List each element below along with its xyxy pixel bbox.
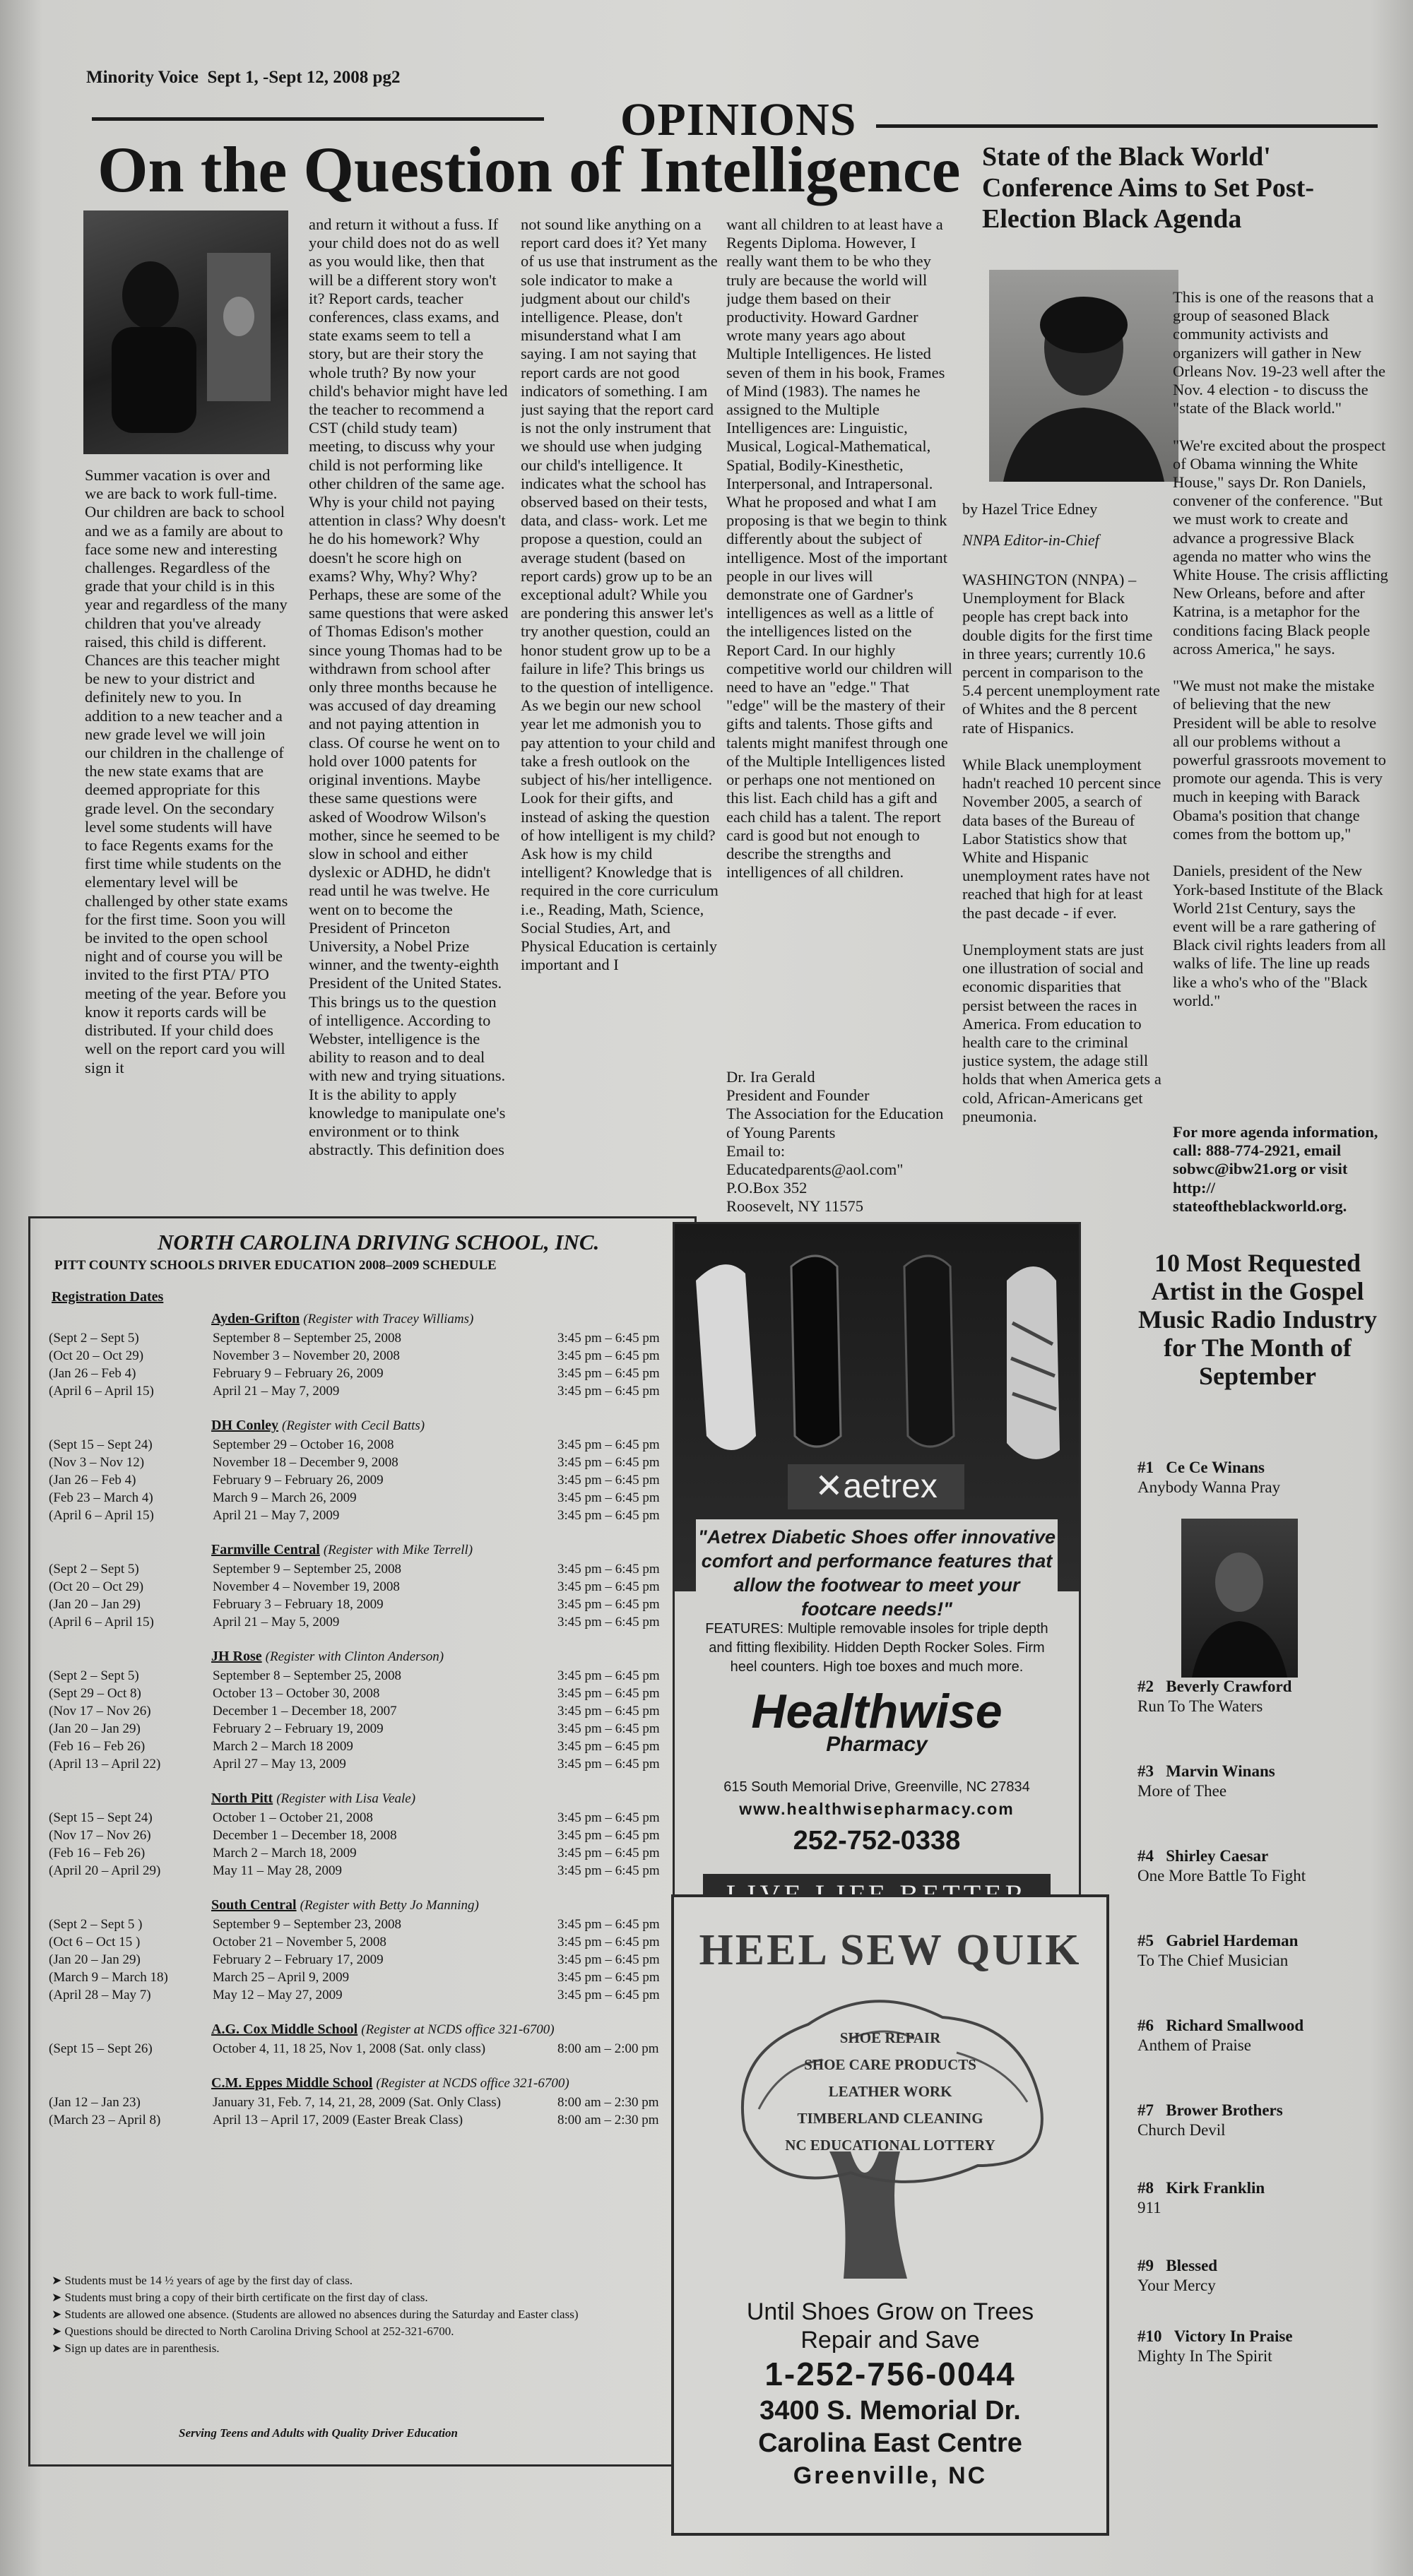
- gospel-item: [1137, 1677, 1385, 1716]
- school-register: (Register at NCDS office 321-6700): [361, 2022, 555, 2037]
- gospel-rank-artist: [1137, 2016, 1385, 2036]
- gospel-rank-artist: [1137, 2178, 1385, 2198]
- gospel-rank: #7: [1137, 2101, 1154, 2119]
- driving-school-ad: [28, 1216, 697, 2467]
- class-dates: March 25 – April 9, 2009: [213, 1970, 350, 1985]
- article2-col1: WASHINGTON (NNPA) – Unemployment for Black people has crept back into double digits for the first time in three years; currently 10.6 percent in comparison to the 5.4 percent unemployment rate of Whites and the 8 percent rate of Hispanics. While Black unemployment hadn't reached 10 percent since November 2005, a search of data bases of the Bureau of Labor Statistics show that White and Hispanic unemployment rates have not reached that high for at least the past decade - if ever. Unemployment stats are just one illustration of social and economic disparities that persist between the races in America. From education to health care to the criminal justice system, the adage still holds that when America gets a cold, African-Americans get pneumonia.: [962, 571, 1161, 1125]
- gospel-song: Church Devil: [1137, 2121, 1226, 2139]
- school-title: DH Conley: [211, 1418, 278, 1433]
- class-times: 3:45 pm – 6:45 pm: [557, 1988, 660, 2002]
- class-dates: September 9 – September 25, 2008: [213, 1562, 402, 1577]
- class-dates: February 2 – February 19, 2009: [213, 1721, 384, 1736]
- schedule-row: [49, 1471, 685, 1489]
- registration-dates: (Nov 3 – Nov 12): [49, 1455, 145, 1470]
- schedule-row: [49, 1809, 685, 1827]
- registration-dates: (Sept 2 – Sept 5): [49, 1668, 139, 1683]
- class-times: 3:45 pm – 6:45 pm: [557, 1455, 660, 1470]
- gospel-item: [1137, 2016, 1385, 2055]
- arrow-bullet-icon: ➤: [52, 2291, 65, 2304]
- school-register: (Register with Lisa Veale): [276, 1791, 416, 1806]
- note-text: Students must be 14 ½ years of age by the first day of class.: [64, 2274, 353, 2287]
- registration-dates: (Jan 20 – Jan 29): [49, 1952, 141, 1967]
- class-times: 3:45 pm – 6:45 pm: [557, 1508, 660, 1523]
- class-times: 3:45 pm – 6:45 pm: [557, 1686, 660, 1701]
- heel-slogan1: Until Shoes Grow on Trees: [746, 2298, 1034, 2325]
- class-times: 3:45 pm – 6:45 pm: [557, 1704, 660, 1719]
- class-times: 3:45 pm – 6:45 pm: [557, 1437, 660, 1452]
- school-title: Ayden-Grifton: [211, 1311, 300, 1326]
- schedule-row: [49, 1951, 685, 1969]
- schedule-row: [49, 1720, 685, 1738]
- gospel-song: 911: [1137, 2199, 1161, 2216]
- registration-dates: (Sept 15 – Sept 26): [49, 2041, 153, 2056]
- schedule-row: [49, 1489, 685, 1507]
- class-dates: November 4 – November 19, 2008: [213, 1579, 400, 1594]
- article1-signoff: [726, 1068, 959, 1216]
- school-title: C.M. Eppes Middle School: [211, 2075, 373, 2091]
- class-dates: April 21 – May 7, 2009: [213, 1384, 340, 1399]
- class-times: 3:45 pm – 6:45 pm: [557, 1473, 660, 1488]
- gospel-item: [1137, 2256, 1385, 2296]
- school-name: [211, 1417, 425, 1435]
- schedule-row: [49, 1702, 685, 1720]
- schedule-row: [49, 1862, 685, 1880]
- school-title: North Pitt: [211, 1791, 273, 1806]
- class-times: 3:45 pm – 6:45 pm: [557, 1597, 660, 1612]
- class-times: 3:45 pm – 6:45 pm: [557, 1846, 660, 1860]
- school-name: [211, 2075, 569, 2092]
- registration-dates: (April 6 – April 15): [49, 1615, 154, 1630]
- article2-byline: by Hazel Trice Edney: [962, 500, 1098, 518]
- schedule-note: [52, 2306, 680, 2323]
- registration-dates: (April 6 – April 15): [49, 1384, 154, 1399]
- gospel-rank: #6: [1137, 2017, 1154, 2034]
- arrow-bullet-icon: ➤: [52, 2341, 65, 2355]
- registration-dates: (April 6 – April 15): [49, 1508, 154, 1523]
- gospel-song: Mighty In The Spirit: [1137, 2347, 1272, 2365]
- class-times: 3:45 pm – 6:45 pm: [557, 1739, 660, 1754]
- class-times: 3:45 pm – 6:45 pm: [557, 1828, 660, 1843]
- class-dates: January 31, Feb. 7, 14, 21, 28, 2009 (Sat. Only Class): [213, 2095, 501, 2110]
- class-dates: September 8 – September 25, 2008: [213, 1668, 402, 1683]
- registration-dates: (April 28 – May 7): [49, 1988, 151, 2002]
- registration-dates: (Sept 15 – Sept 24): [49, 1810, 153, 1825]
- healthwise-logo: Healthwise: [751, 1685, 1003, 1738]
- class-dates: April 21 – May 5, 2009: [213, 1615, 340, 1630]
- schedule-row: [49, 2094, 685, 2111]
- heel-service: NC EDUCATIONAL LOTTERY: [785, 2137, 995, 2154]
- gospel-item: [1137, 1762, 1385, 1801]
- gospel-artist: Beverly Crawford: [1166, 1678, 1292, 1695]
- registration-dates: (Jan 12 – Jan 23): [49, 2095, 141, 2110]
- article1-photo: [83, 210, 288, 454]
- signoff-line: Roosevelt, NY 11575: [726, 1197, 863, 1216]
- gospel-rank-artist: [1137, 2101, 1385, 2120]
- heel-service: SHOE CARE PRODUCTS: [804, 2056, 976, 2073]
- gospel-rank: #3: [1137, 1762, 1154, 1780]
- aetrex-icon: ✕: [815, 1468, 844, 1505]
- class-dates: September 29 – October 16, 2008: [213, 1437, 394, 1452]
- gospel-rank-artist: [1137, 1677, 1385, 1697]
- gospel-item: [1137, 1931, 1385, 1971]
- healthwise-web: www.healthwisepharmacy.com: [739, 1800, 1015, 1818]
- class-dates: October 13 – October 30, 2008: [213, 1686, 380, 1701]
- schedule-row: [49, 1560, 685, 1578]
- article1-col2: and return it without a fuss. If your child does not do as well as you would like, then that will be a different story won't it? Report cards, teacher conferences, class exams, and state exams seem to tell a story, but are their story the whole truth? By now your child's behavior might have led the teacher to recommend a CST (child study team) meeting, to discuss why your child is not performing like other children of the same age. Why is your child not paying attention in class? Why doesn't he do his homework? Why doesn't he score high on exams? Why, Why? Why? Perhaps, these are some of the same questions that were asked of Thomas Edison's mother since young Thomas had to be withdrawn from school after only three months because he was accused of day dreaming and not paying attention in class. Of course he went on to hold over 1000 patents for original inventions. Maybe these same questions were asked of Woodrow Wilson's mother, since he seemed to be slow in school and either dyslexic or ADHD, he didn't read until he was twelve. He went on to become the President of Princeton University, a Nobel Prize winner, and the twenty-eighth President of the United States. This brings us to the question of intelligence. According to Webster, intelligence is the ability to reason and to deal with new and trying situations. It is the ability to apply knowledge to manipulate one's environment or to think abstractly. This definition does: [309, 215, 509, 1159]
- arrow-bullet-icon: ➤: [52, 2308, 65, 2321]
- registration-dates: (Nov 17 – Nov 26): [49, 1828, 151, 1843]
- note-text: Students are allowed one absence. (Students are allowed no absences during the Saturday and Easter class): [64, 2308, 579, 2321]
- registration-dates: (April 13 – April 22): [49, 1757, 161, 1771]
- registration-dates: (Jan 26 – Feb 4): [49, 1366, 136, 1381]
- healthwise-sub: Pharmacy: [826, 1733, 928, 1756]
- class-times: 8:00 am – 2:30 pm: [557, 2113, 659, 2127]
- registration-dates: (Oct 20 – Oct 29): [49, 1348, 144, 1363]
- masthead-rule-right: [876, 124, 1378, 128]
- class-dates: February 9 – February 26, 2009: [213, 1473, 384, 1488]
- schedule-row: [49, 1507, 685, 1524]
- school-title: JH Rose: [211, 1649, 262, 1664]
- section-title: OPINIONS: [620, 94, 857, 146]
- gospel-rank-artist: [1137, 2256, 1385, 2276]
- aetrex-features: FEATURES: Multiple removable insoles for triple depth and fitting flexibility. Hidden Depth Rocker Soles. Firm heel counters. High toe boxes and much more.: [705, 1621, 1048, 1675]
- gospel-rank: #8: [1137, 2179, 1154, 2197]
- class-times: 3:45 pm – 6:45 pm: [557, 1863, 660, 1878]
- class-times: 3:45 pm – 6:45 pm: [557, 1348, 660, 1363]
- article1-col3: not sound like anything on a report card does it? Yet many of us use that instrument as the sole indicator to make a judgment about our child's intelligence. Please, don't misunderstand what I am saying. I am not saying that report cards are not good indicators of something. I am just saying that the report card is not the only instrument that we should use when judging our child's intelligence. It indicates what the school has observed based on their tests, data, and class- work. Let me propose a question, could an average student (based on report cards) grow up to be an exceptional adult? While you are pondering this answer let's try another question, could an honor student grow up to be a failure in life? This brings us to the question of intelligence. As we begin our new school year let me admonish you to pay attention to your child and take a fresh outlook on the subject of his/her intelligence. Look for their gifts, and instead of asking the question of how intelligent is my child? Ask how is my child intelligent? Knowledge that is required in the core curriculum i.e., Reading, Math, Science, Social Studies, Art, and Physical Education is certainly important and I: [521, 215, 719, 974]
- gospel-artist: Victory In Praise: [1173, 2327, 1293, 2345]
- gospel-song: To The Chief Musician: [1137, 1952, 1289, 1969]
- gospel-artist: Kirk Franklin: [1166, 2179, 1265, 2197]
- school-title: A.G. Cox Middle School: [211, 2022, 358, 2037]
- class-dates: April 21 – May 7, 2009: [213, 1508, 340, 1523]
- class-dates: February 2 – February 17, 2009: [213, 1952, 384, 1967]
- registration-dates: (April 20 – April 29): [49, 1863, 161, 1878]
- gospel-rank-artist: [1137, 1931, 1385, 1951]
- registration-dates: (Jan 26 – Feb 4): [49, 1473, 136, 1488]
- class-dates: October 1 – October 21, 2008: [213, 1810, 373, 1825]
- school-register: (Register with Tracey Williams): [303, 1312, 474, 1326]
- school-name: [211, 1648, 444, 1666]
- gospel-song: Your Mercy: [1137, 2277, 1216, 2294]
- gospel-song: Run To The Waters: [1137, 1697, 1263, 1715]
- signoff-line: Email to:: [726, 1141, 786, 1160]
- schedule-row: [49, 1685, 685, 1702]
- gospel-artist: Richard Smallwood: [1166, 2017, 1304, 2034]
- school-name: [211, 1310, 473, 1328]
- gospel-rank: #5: [1137, 1932, 1154, 1949]
- gospel-rank-artist: [1137, 2327, 1385, 2346]
- schedule-row: [49, 1454, 685, 1471]
- heel-address2: Carolina East Centre: [758, 2428, 1022, 2458]
- class-times: 3:45 pm – 6:45 pm: [557, 1952, 660, 1967]
- gospel-song: Anybody Wanna Pray: [1137, 1478, 1281, 1496]
- note-text: Sign up dates are in parenthesis.: [64, 2341, 220, 2355]
- gospel-item: [1137, 1458, 1385, 1497]
- gospel-artist: Shirley Caesar: [1166, 1847, 1269, 1865]
- gospel-rank: #9: [1137, 2257, 1154, 2274]
- registration-dates: (Feb 16 – Feb 26): [49, 1739, 146, 1754]
- class-dates: March 2 – March 18, 2009: [213, 1846, 357, 1860]
- school-name: [211, 1541, 473, 1559]
- note-text: Questions should be directed to North Carolina Driving School at 252-321-6700.: [64, 2325, 454, 2338]
- schedule-row: [49, 1755, 685, 1773]
- gospel-rank: #10: [1137, 2327, 1162, 2345]
- class-times: 3:45 pm – 6:45 pm: [557, 1562, 660, 1577]
- class-times: 3:45 pm – 6:45 pm: [557, 1490, 660, 1505]
- class-dates: November 18 – December 9, 2008: [213, 1455, 398, 1470]
- school-register: (Register with Mike Terrell): [323, 1543, 473, 1557]
- school-register: (Register at NCDS office 321-6700): [376, 2076, 569, 2091]
- class-times: 3:45 pm – 6:45 pm: [557, 1579, 660, 1594]
- school-name: [211, 1897, 479, 1914]
- school-register: (Register with Clinton Anderson): [265, 1649, 444, 1664]
- class-times: 8:00 am – 2:00 pm: [557, 2041, 659, 2056]
- healthwise-address: 615 South Memorial Drive, Greenville, NC 27834: [723, 1779, 1030, 1795]
- class-dates: February 9 – February 26, 2009: [213, 1366, 384, 1381]
- class-dates: September 9 – September 23, 2008: [213, 1917, 402, 1932]
- gospel-item: [1137, 2178, 1385, 2218]
- class-times: 8:00 am – 2:30 pm: [557, 2095, 659, 2110]
- class-dates: April 13 – April 17, 2009 (Easter Break Class): [213, 2113, 463, 2127]
- issue-dates: Sept 1, -Sept 12, 2008 pg2: [207, 68, 401, 87]
- class-times: 3:45 pm – 6:45 pm: [557, 1810, 660, 1825]
- registration-dates: (Jan 20 – Jan 29): [49, 1721, 141, 1736]
- class-times: 3:45 pm – 6:45 pm: [557, 1721, 660, 1736]
- heel-sew-quik-name: HEEL SEW QUIK: [699, 1926, 1082, 1974]
- author-photo: [989, 270, 1178, 482]
- aetrex-brand: aetrex: [843, 1468, 938, 1505]
- gospel-title: 10 Most Requested Artist in the Gospel Music Radio Industry for The Month of September: [1137, 1249, 1378, 1390]
- aetrex-logo: [788, 1464, 964, 1509]
- gospel-song: One More Battle To Fight: [1137, 1867, 1306, 1884]
- registration-header: Registration Dates: [52, 1289, 164, 1305]
- class-dates: May 12 – May 27, 2009: [213, 1988, 343, 2002]
- schedule-row: [49, 1596, 685, 1613]
- registration-dates: (Oct 20 – Oct 29): [49, 1579, 144, 1594]
- gospel-artist: Gabriel Hardeman: [1166, 1932, 1299, 1949]
- class-dates: May 11 – May 28, 2009: [213, 1863, 342, 1878]
- class-times: 3:45 pm – 6:45 pm: [557, 1615, 660, 1630]
- schedule-row: [49, 1844, 685, 1862]
- class-times: 3:45 pm – 6:45 pm: [557, 1331, 660, 1346]
- healthwise-phone: 252-752-0338: [793, 1826, 961, 1856]
- registration-dates: (Sept 2 – Sept 5 ): [49, 1917, 143, 1932]
- driving-school-subtitle: PITT COUNTY SCHOOLS DRIVER EDUCATION 2008–2009 SCHEDULE: [54, 1258, 497, 1273]
- heel-slogan2: Repair and Save: [800, 2327, 980, 2354]
- article1-col1: Summer vacation is over and we are back to work full-time. Our children are back to school and we as a family are about to face some new and interesting challenges. Regardless of the grade that your child is in this year and regardless of the many children that you've already raised, this child is different. Chances are this teacher might be new to your district and definitely new to you. In addition to a new teacher and a new grade level we will join our children in the challenge of the new state exams that are deemed appropriate for this grade level. On the secondary level some students will have to face Regents exams for the first time while students on the elementary level will be challenged by other state exams for the first time. Soon you will be invited to the open school night and of course you will be invited to the first PTA/ PTO meeting of the year. Before you know it reports cards will be distributed. If your child does well on the report card you will sign it: [85, 466, 288, 1076]
- article2-headline: State of the Black World' Conference Aims to Set Post-Election Black Agenda: [982, 142, 1314, 234]
- signoff-line: President and Founder: [726, 1086, 870, 1105]
- class-dates: November 3 – November 20, 2008: [213, 1348, 400, 1363]
- class-dates: March 2 – March 18 2009: [213, 1739, 353, 1754]
- school-name: [211, 1790, 415, 1808]
- school-title: South Central: [211, 1897, 297, 1913]
- schedule-note: [52, 2289, 680, 2306]
- class-dates: October 4, 11, 18 25, Nov 1, 2008 (Sat. only class): [213, 2041, 486, 2056]
- school-name: [211, 2021, 555, 2038]
- schedule-note: [52, 2323, 680, 2340]
- schedule-row: [49, 1347, 685, 1365]
- registration-dates: (March 9 – March 18): [49, 1970, 168, 1985]
- gospel-rank: #1: [1137, 1459, 1154, 1476]
- gospel-rank-artist: [1137, 1762, 1385, 1781]
- gospel-artist: Marvin Winans: [1166, 1762, 1275, 1780]
- driving-school-name: NORTH CAROLINA DRIVING SCHOOL, INC.: [158, 1230, 600, 1254]
- class-dates: February 3 – February 18, 2009: [213, 1597, 384, 1612]
- signoff-line: Educatedparents@aol.com": [726, 1161, 904, 1179]
- article2-col2: This is one of the reasons that a group of seasoned Black community activists and organizers will gather in New Orleans Nov. 19-23 well after the Nov. 4 election - to discuss the "state of the Black world." "We're excited about the prospect of Obama winning the White House," says Dr. Ron Daniels, convener of the conference. "But we must work to create and advance a progressive Black agenda no matter who wins the White House. The crisis afflicting New Orleans, before and after Katrina, is a metaphor for the conditions facing Black people across America," he says. "We must not make the mistake of believing that the new President will be able to resolve all our problems without a powerful grassroots movement to promote our agenda. This is very much in keeping with Barack Obama's position that change comes from the bottom up," Daniels, president of the New York-based Institute of the Black World 21st Century, says the event will be a rare gathering of Black civil rights leaders from all walks of life. The line up reads like a who's who of the "Black world.": [1173, 288, 1388, 1009]
- gospel-artist: Brower Brothers: [1166, 2101, 1283, 2119]
- signoff-line: Dr. Ira Gerald: [726, 1068, 815, 1086]
- schedule-row: [49, 2040, 685, 2058]
- heel-services: [766, 2024, 1015, 2159]
- heel-city: Greenville, NC: [793, 2462, 988, 2489]
- article1-headline: On the Question of Intelligence: [97, 133, 961, 206]
- gospel-artist: Blessed: [1166, 2257, 1218, 2274]
- class-dates: October 21 – November 5, 2008: [213, 1935, 386, 1949]
- schedule-row: [49, 1382, 685, 1400]
- schedule-row: [49, 1365, 685, 1382]
- schedule-row: [49, 1738, 685, 1755]
- class-times: 3:45 pm – 6:45 pm: [557, 1917, 660, 1932]
- aetrex-headline: "Aetrex Diabetic Shoes offer innovative comfort and performance features that allow the footwear to meet your footcare needs!": [696, 1519, 1058, 1621]
- registration-dates: (Nov 17 – Nov 26): [49, 1704, 151, 1719]
- driving-school-tagline: Serving Teens and Adults with Quality Driver Education: [179, 2426, 459, 2440]
- school-title: Farmville Central: [211, 1542, 320, 1557]
- schedule-row: [49, 1827, 685, 1844]
- registration-dates: (Oct 6 – Oct 15 ): [49, 1935, 141, 1949]
- paper-name: Minority Voice: [86, 68, 199, 87]
- schedule-row: [49, 1969, 685, 1986]
- heel-service: LEATHER WORK: [828, 2083, 952, 2100]
- registration-dates: (Jan 20 – Jan 29): [49, 1597, 141, 1612]
- registration-dates: (March 23 – April 8): [49, 2113, 161, 2127]
- article2-author-title: NNPA Editor-in-Chief: [962, 531, 1099, 549]
- schedule-note: [52, 2340, 680, 2357]
- class-times: 3:45 pm – 6:45 pm: [557, 1366, 660, 1381]
- class-times: 3:45 pm – 6:45 pm: [557, 1935, 660, 1949]
- schedule-row: [49, 1436, 685, 1454]
- gospel-item: [1137, 2101, 1385, 2140]
- artist-photo: [1181, 1519, 1298, 1678]
- heel-service: TIMBERLAND CLEANING: [797, 2110, 983, 2127]
- gospel-item: [1137, 2327, 1385, 2366]
- gospel-song: More of Thee: [1137, 1782, 1227, 1800]
- gospel-rank: #4: [1137, 1847, 1154, 1865]
- school-register: (Register with Cecil Batts): [282, 1418, 425, 1433]
- schedule-row: [49, 1986, 685, 2004]
- gospel-song: Anthem of Praise: [1137, 2036, 1251, 2054]
- gospel-rank-artist: [1137, 1846, 1385, 1866]
- aetrex-ad: [673, 1222, 1081, 1940]
- class-dates: December 1 – December 18, 2007: [213, 1704, 397, 1719]
- schedule-row: [49, 1329, 685, 1347]
- masthead-rule-left: [92, 117, 544, 121]
- school-register: (Register with Betty Jo Manning): [300, 1898, 479, 1913]
- registration-dates: (Sept 2 – Sept 5): [49, 1562, 139, 1577]
- schedule-row: [49, 1613, 685, 1631]
- gospel-rank: #2: [1137, 1678, 1154, 1695]
- heel-address1: 3400 S. Memorial Dr.: [759, 2396, 1021, 2426]
- class-dates: March 9 – March 26, 2009: [213, 1490, 357, 1505]
- gospel-item: [1137, 1846, 1385, 1886]
- gospel-rank-artist: [1137, 1458, 1385, 1478]
- schedule-row: [49, 1933, 685, 1951]
- class-times: 3:45 pm – 6:45 pm: [557, 1970, 660, 1985]
- arrow-bullet-icon: ➤: [52, 2274, 65, 2287]
- class-times: 3:45 pm – 6:45 pm: [557, 1668, 660, 1683]
- registration-dates: (Sept 15 – Sept 24): [49, 1437, 153, 1452]
- schedule-row: [49, 2111, 685, 2129]
- schedule-row: [49, 1916, 685, 1933]
- article1-col4: want all children to at least have a Regents Diploma. However, I really want them to be who they truly are because the world will judge them based on their productivity. Howard Gardner wrote many years ago about Multiple Intelligences. He listed seven of them in his book, Frames of Mind (1983). The names he assigned to the Multiple Intelligences are: Linguistic, Musical, Logical-Mathematical, Spatial, Bodily-Kinesthetic, Interpersonal, and Intrapersonal. What he proposed and what I am proposing is that we begin to think differently about the subject of intelligence. Most of the important people in our lives will demonstrate one of Gardner's intelligences as well as a little of the intelligences listed on the Report Card. In our highly competitive world our children will need to have an "edge." That "edge" will be the mastery of their gifts and talents. Those gifts and talents might manifest through one of the Multiple Intelligences listed or perhaps one not mentioned on this list. Each child has a gift and each child has a talent. The report card is good but not enough to describe the strengths and intelligences of all children.: [726, 215, 952, 882]
- arrow-bullet-icon: ➤: [52, 2325, 65, 2338]
- heel-service: SHOE REPAIR: [839, 2029, 941, 2046]
- registration-dates: (Feb 23 – March 4): [49, 1490, 153, 1505]
- class-dates: April 27 – May 13, 2009: [213, 1757, 346, 1771]
- heel-sew-quik-ad: [671, 1894, 1109, 2536]
- schedule-notes: [52, 2272, 680, 2357]
- schedule-row: [49, 1578, 685, 1596]
- masthead: [86, 68, 400, 88]
- schedule-note: [52, 2272, 680, 2289]
- class-dates: December 1 – December 18, 2008: [213, 1828, 397, 1843]
- class-times: 3:45 pm – 6:45 pm: [557, 1384, 660, 1399]
- note-text: Students must bring a copy of their birth certificate on the first day of class.: [64, 2291, 428, 2304]
- signoff-line: P.O.Box 352: [726, 1179, 808, 1197]
- registration-dates: (Sept 2 – Sept 5): [49, 1331, 139, 1346]
- signoff-line: The Association for the Education of Young Parents: [726, 1105, 944, 1141]
- registration-dates: (Sept 29 – Oct 8): [49, 1686, 141, 1701]
- heel-phone: 1-252-756-0044: [764, 2356, 1016, 2392]
- schedule-row: [49, 1667, 685, 1685]
- registration-dates: (Feb 16 – Feb 26): [49, 1846, 146, 1860]
- article2-contact: For more agenda information, call: 888-774-2921, email sobwc@ibw21.org or visit http:// stateoftheblackworld.org.: [1173, 1123, 1378, 1215]
- class-dates: September 8 – September 25, 2008: [213, 1331, 402, 1346]
- class-times: 3:45 pm – 6:45 pm: [557, 1757, 660, 1771]
- gospel-artist: Ce Ce Winans: [1166, 1459, 1265, 1476]
